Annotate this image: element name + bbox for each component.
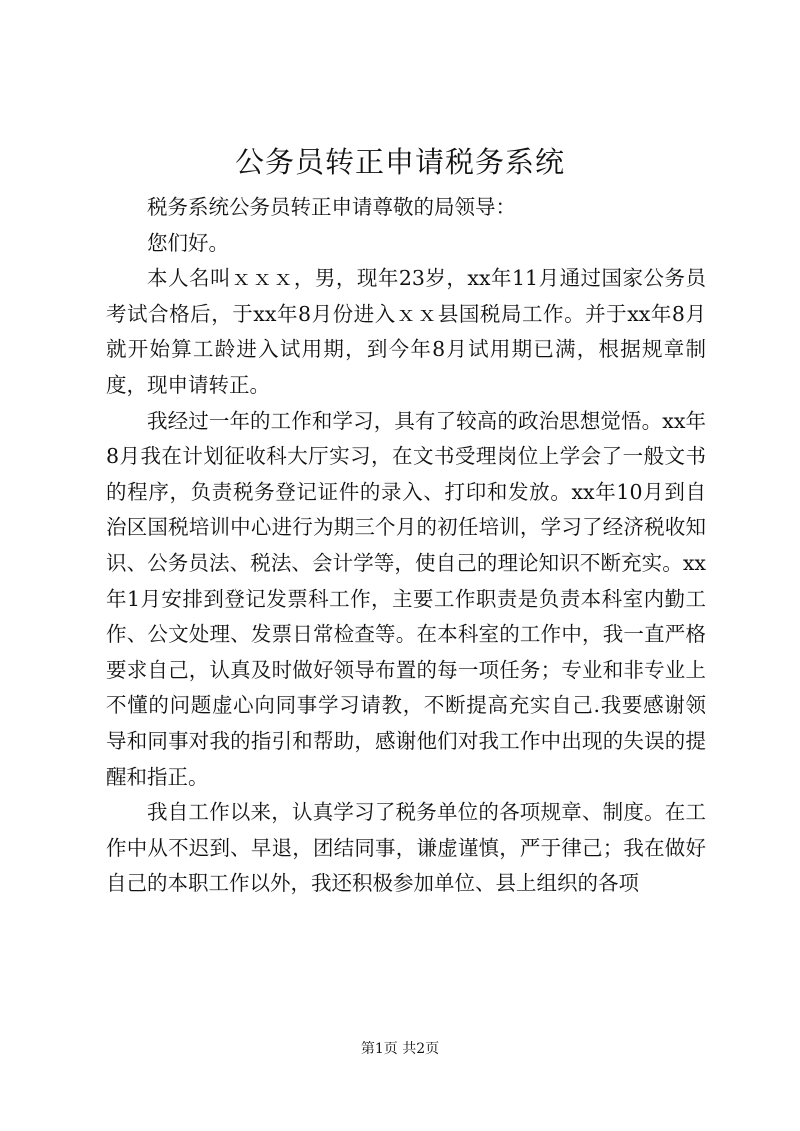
document-title: 公务员转正申请税务系统 bbox=[234, 145, 565, 179]
paragraph-introduction: 本人名叫ｘｘｘ，男，现年23岁，xx年11月通过国家公务员考试合格后，于xx年8月份进入ｘｘ县国税局工作。并于xx年8月就开始算工龄进入试用期，到今年8月试用期已满，根据规章制度，现申请转正。 bbox=[106, 266, 706, 397]
paragraph-discipline: 我自工作以来，认真学习了税务单位的各项规章、制度。在工作中从不迟到、早退，团结同事，谦虚谨慎，严于律己；我在做好自己的本职工作以外，我还积极参加单位、县上组织的各项 bbox=[106, 800, 706, 896]
salutation-line: 税务系统公务员转正申请尊敬的局领导： bbox=[147, 195, 516, 219]
page-footer: 第1页 共2页 bbox=[360, 1041, 440, 1057]
document-body bbox=[106, 190, 706, 902]
paragraph-work-experience: 我经过一年的工作和学习，具有了较高的政治思想觉悟。xx年8月我在计划征收科大厅实习，在文书受理岗位上学会了一般文书的程序，负责税务登记证件的录入、打印和发放。xx年10月到自治区国税培训中心进行为期三个月的初任培训，学习了经济税收知识、公务员法、税法、会计学等，使自己的理论知识不断充实。xx年1月安排到登记发票科工作，主要工作职责是负责本科室内勤工作、公文处理、发票日常检查等。在本科室的工作中，我一直严格要求自己，认真及时做好领导布置的每一项任务；专业和非专业上不懂的问题虚心向同事学习请教，不断提高充实自己.我要感谢领导和同事对我的指引和帮助，感谢他们对我工作中出现的失误的提醒和指正。 bbox=[106, 408, 706, 789]
greeting-line: 您们好。 bbox=[147, 230, 229, 255]
